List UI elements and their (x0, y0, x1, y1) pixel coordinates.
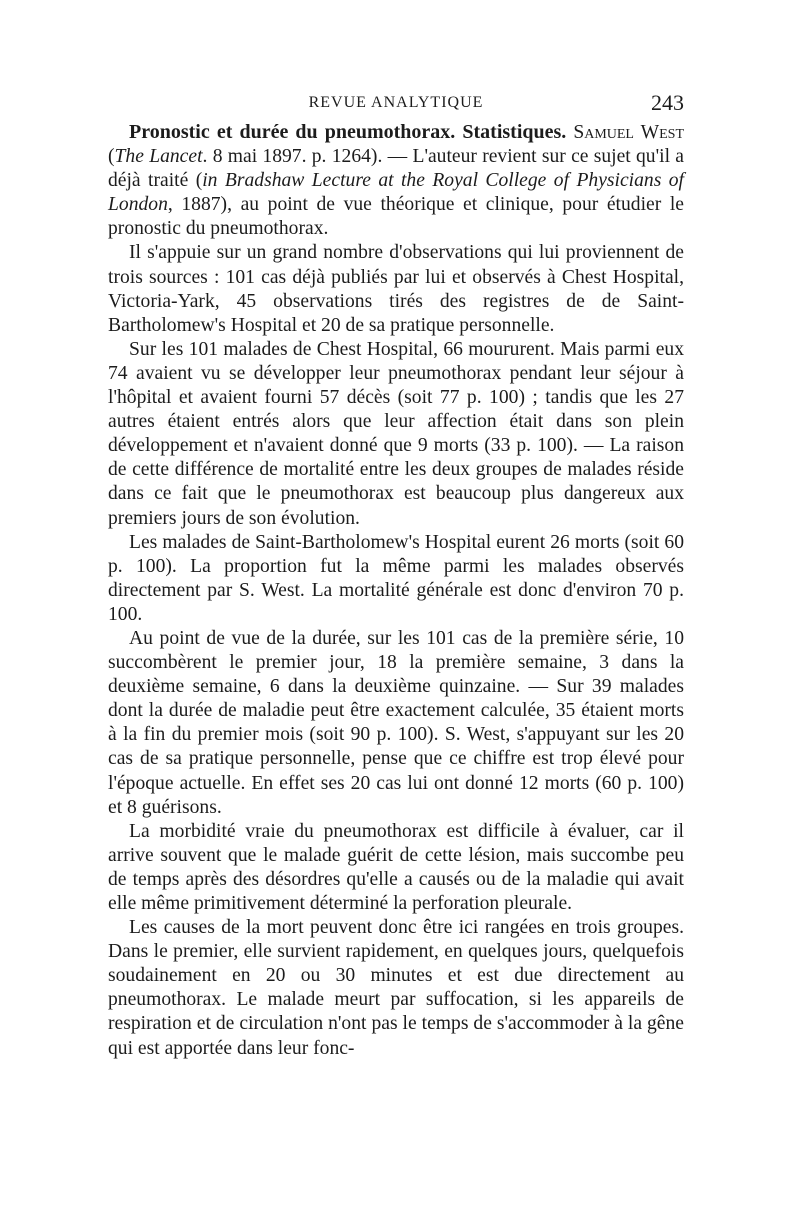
author-name: Samuel West (573, 122, 684, 143)
page-number: 243 (651, 90, 684, 115)
in-word: in (202, 170, 218, 192)
paragraph: Il s'appuie sur un grand nombre d'observations qui lui proviennent de trois sources : 101 cas déjà publiés par lui et observés à Chest Hospital, Victoria-Yark, 45 observations tirés des registres de de Saint-Bartholomew's Hospital et 20 de sa pratique personnelle. (108, 242, 684, 336)
paragraph: Les malades de Saint-Bartholomew's Hospital eurent 26 morts (soit 60 p. 100). La proportion fut la même parmi les malades observés directement par S. West. La mortalité générale est donc d'environ 70 p. 100. (108, 531, 684, 625)
journal-page (108, 92, 684, 1061)
article-heading: Pronostic et durée du pneumothorax. Statistiques. (129, 121, 567, 143)
article-body (108, 120, 684, 1061)
journal-name: The Lancet (114, 146, 203, 168)
intro-paragraph (108, 120, 684, 241)
citation-details: . 8 mai 1897. p. 1264). (202, 146, 383, 168)
paragraph: Sur les 101 malades de Chest Hospital, 66 moururent. Mais parmi eux 74 avaient vu se développer leur pneumothorax pendant leur séjour à l'hôpital et avaient fourni 57 décès (soit 77 p. 100) ; tandis que les 27 autres étaient entrés alors que leur affection était dans son plein développement et n'avaient donné que 9 morts (33 p. 100). — La raison de cette différence de mortalité entre les deux groupes de malades réside dans ce fait que le pneumothorax est beaucoup plus dangereux aux premiers jours de son évolution. (108, 338, 684, 529)
running-head (108, 92, 684, 120)
intro-text: — L'auteur revient sur ce sujet qu'il a déjà traité ( (108, 146, 684, 192)
reference-title: Bradshaw Lecture at the Royal College of Physicians of London (108, 170, 684, 216)
running-title: REVUE ANALYTIQUE (308, 94, 484, 111)
paragraph: Au point de vue de la durée, sur les 101 cas de la première série, 10 succombèrent le premier jour, 18 la première semaine, 3 dans la deuxième semaine, 6 dans la deuxième quinzaine. — Sur 39 malades dont la durée de maladie peut être exactement calculée, 35 étaient morts à la fin du premier mois (soit 90 p. 100). S. West, s'appuyant sur les 20 cas de sa pratique personnelle, pense que ce chiffre est trop élevé pour l'époque actuelle. En effet ses 20 cas lui ont donné 12 morts (60 p. 100) et 8 guérisons. (108, 627, 684, 818)
intro-tail: , 1887), au point de vue théorique et clinique, pour étudier le pronostic du pneumothorax. (108, 194, 684, 240)
paragraph: Les causes de la mort peuvent donc être ici rangées en trois groupes. Dans le premier, elle survient rapidement, en quelques jours, quelquefois soudainement en 20 ou 30 minutes et est due directement au pneumothorax. Le malade meurt par suffocation, si les appareils de respiration et de circulation n'ont pas le temps de s'accommoder à la gêne qui est apportée dans leur fonc- (108, 917, 684, 1059)
citation-open: ( (108, 146, 115, 168)
paragraph: La morbidité vraie du pneumothorax est difficile à évaluer, car il arrive souvent que le malade guérit de cette lésion, mais succombe peu de temps après des désordres qu'elle a causés ou de la maladie qui avait elle même primitivement déterminé la perforation pleurale. (108, 820, 684, 914)
